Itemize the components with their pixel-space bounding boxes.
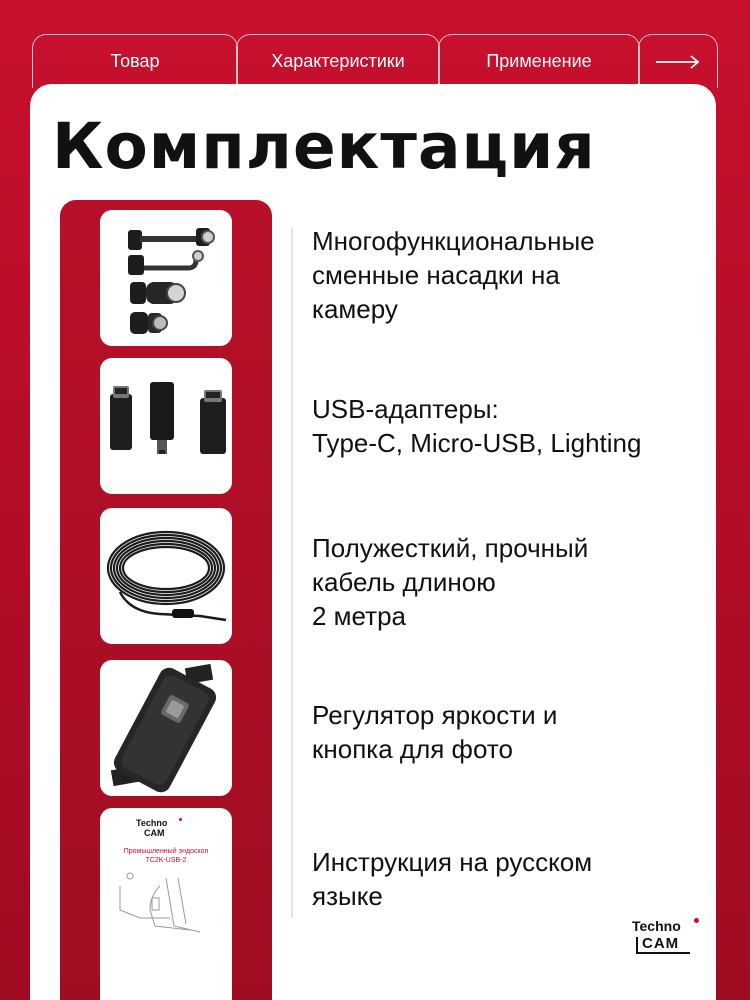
logo-underline — [636, 952, 690, 954]
logo-bracket — [636, 937, 638, 953]
coiled-cable-image — [100, 508, 232, 644]
thumbnail-camera-attachments — [100, 210, 232, 346]
logo-line2: CAM — [642, 935, 680, 952]
tab-bar — [32, 34, 718, 88]
next-tab-button[interactable] — [638, 34, 718, 88]
brightness-controller-image — [100, 660, 232, 796]
thumbnail-usb-adapters — [100, 358, 232, 494]
logo-dot — [694, 918, 699, 923]
brand-logo — [632, 918, 704, 962]
item-controller-text: Регулятор яркости и кнопка для фото — [312, 700, 558, 764]
manual-logo-dot — [179, 818, 182, 821]
logo-line1: Techno — [632, 918, 681, 934]
item-cable-text: Полужесткий, прочный кабель длиною 2 метра — [312, 533, 589, 631]
item-usb-adapters-text: USB-адаптеры: Type-C, Micro-USB, Lighting — [312, 394, 642, 458]
manual-model: TC2K-USB-2 — [145, 857, 187, 864]
thumbnail-coiled-cable — [100, 508, 232, 644]
arrow-right-icon — [655, 54, 701, 70]
manual-heading: Промышленный эндоскоп — [123, 848, 209, 855]
vertical-divider — [291, 228, 293, 918]
manual-brand-line1: Techno — [136, 818, 168, 828]
item-attachments-text: Многофункциональные сменные насадки на камеру — [312, 226, 595, 324]
item-manual-text: Инструкция на русском языке — [312, 847, 593, 911]
tab-specifications[interactable]: Характеристики — [236, 34, 440, 88]
usb-adapters-image — [100, 358, 232, 494]
tab-product[interactable]: Товар — [32, 34, 238, 88]
camera-attachments-image — [100, 210, 232, 346]
manual-brand-line2: CAM — [144, 828, 165, 838]
page-title: Комплектация — [52, 110, 596, 183]
endoscope-sketch-image — [100, 866, 232, 946]
tab-usage[interactable]: Применение — [438, 34, 640, 88]
thumbnail-brightness-controller — [100, 660, 232, 796]
thumbnail-instruction-manual — [100, 808, 232, 1000]
